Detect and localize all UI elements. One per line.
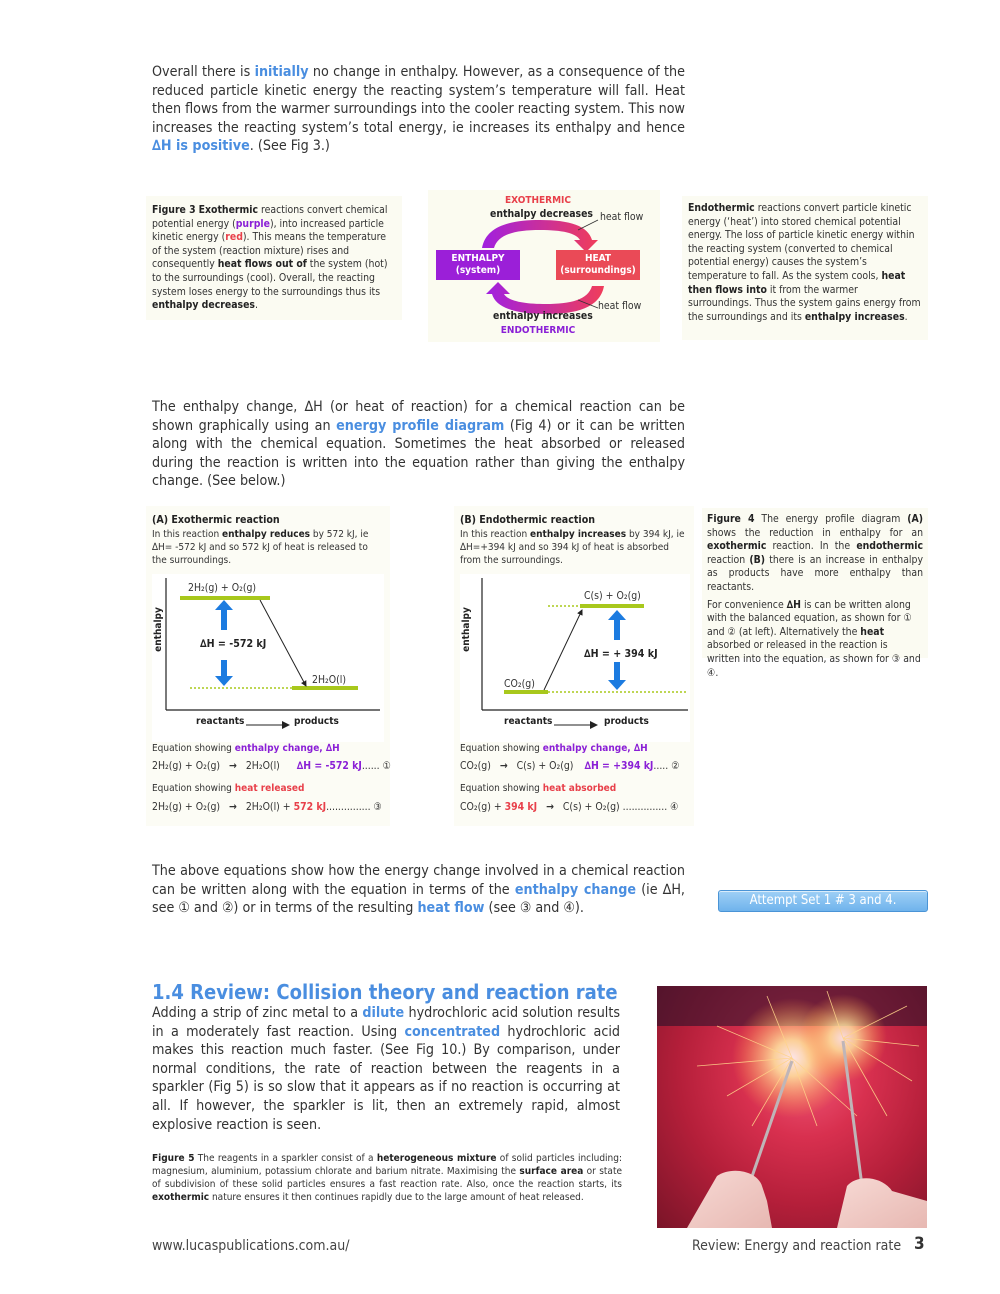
panel-a-energy-diagram (152, 574, 384, 742)
panel-a-x-reactants: reactants (196, 716, 245, 727)
hand-left (687, 1171, 772, 1228)
exothermic-arrow (482, 220, 598, 252)
panel-a-description: In this reaction enthalpy reduces by 572 kJ, ie ∆H= -572 kJ and so 572 kJ of heat is released to the surroundings. (152, 529, 369, 566)
panel-a-title: (A) Exothermic reaction (152, 514, 280, 526)
figure-3-caption: Figure 3 Exothermic reactions convert chemical potential energy (purple), into increased particle kinetic energy (red). This means the temperature of the system (reaction mixture) rises and consequently heat flows out of the system (hot) to the surroundings (cool). Overall, the reacting system loses energy to the surroundings thus its enthalpy decreases. (146, 196, 402, 320)
section-heading: 1.4 Review: Collision theory and reaction rate (152, 980, 618, 1004)
panel-b-eq2: CO₂(g) + 394 kJ → C(s) + O₂(g) ............... ④ (460, 801, 679, 813)
enthalpy-system-box: ENTHALPY (system) (436, 250, 520, 280)
panel-b-eq1-title: Equation showing enthalpy change, ∆H (460, 743, 648, 754)
panel-b-endothermic (454, 506, 694, 826)
panel-a-ylabel: enthalpy (152, 607, 164, 652)
panel-a-exothermic (146, 506, 390, 826)
heat-flow-top-label: heat flow (600, 211, 644, 223)
page-number: 3 (914, 1234, 925, 1254)
panel-a-eq1-title: Equation showing enthalpy change, ∆H (152, 743, 340, 754)
panel-a-reaction-path (260, 600, 306, 686)
panel-b-dh-arrow-shaft-bottom (614, 662, 620, 682)
panel-a-dh-arrowhead-bottom (215, 676, 233, 686)
panel-b-dh-label: ∆H = + 394 kJ (584, 648, 658, 660)
panel-b-title: (B) Endothermic reaction (460, 514, 596, 526)
sparkler-illustration (657, 986, 927, 1228)
panel-b-dh-arrowhead-bottom (608, 680, 626, 690)
panel-a-dh-arrowhead-top (215, 600, 233, 610)
panel-a-dh-arrow-shaft-top (221, 608, 227, 630)
paragraph-collision-theory: Adding a strip of zinc metal to a dilute hydrochloric acid solution results in a moderately fast reaction. Using concentrated hydrochloric acid makes this reaction much faster. (See Fig 10.) By comparison, under normal conditions, the rate of reaction between the reagents in a sparkler (Fig 5) is so slow that it appears as if no reaction is occurring at all. If however, the sparkler is lit, then an extremely rapid, almost explosive reaction is seen. (152, 1005, 621, 1133)
reaction-arrow-icon: → (499, 760, 508, 772)
panel-b-dh-arrow-shaft-top (614, 618, 620, 640)
panel-a-x-products: products (294, 716, 339, 727)
enthalpy-decreases-label: enthalpy decreases (490, 208, 593, 220)
panel-a-plot (152, 574, 384, 742)
panel-b-plot (460, 574, 690, 742)
figure-5-caption: Figure 5 The reagents in a sparkler consist of a heterogeneous mixture of solid particles including: magnesium, aluminium, potassium chlorate and barium nitrate. Maximising the surface area or state of subdivision of these solid particles ensures a fast reaction rate. Also, once the reaction starts, its exothermic nature ensures it then continues rapidly due to the large amount of heat released. (152, 1153, 623, 1203)
reaction-arrow-icon: → (229, 760, 237, 772)
footer-url[interactable]: www.lucaspublications.com.au/ (152, 1238, 350, 1254)
paragraph-enthalpy-change: The enthalpy change, ∆H (or heat of reaction) for a chemical reaction can be shown graphically using an energy profile diagram (Fig 4) or it can be written along with the chemical equation. Sometimes the heat absorbed or released during the reaction is written into the equation rather than giving the enthalpy change. (See below.) (152, 399, 685, 490)
sparkler-photo (657, 986, 927, 1228)
figure-4-caption: Figure 4 The energy profile diagram (A) shows the reduction in enthalpy for an exothermic reaction. In the endothermic reaction (B) there is an increase in enthalpy as products have more enthalpy than reactants. For convenience ∆H is can be written along with the balanced equation, as shown for ① and ② (at left). Alternatively the heat absorbed or released in the reaction is written into the equation, as shown for ③ and ④. (702, 508, 928, 658)
panel-b-ylabel: enthalpy (460, 607, 472, 652)
panel-a-reactant-label: 2H₂(g) + O₂(g) (188, 582, 257, 594)
panel-a-product-label: 2H₂O(l) (312, 674, 346, 686)
panel-a-dh-arrow-shaft-bottom (221, 660, 227, 678)
panel-a-eq1: 2H₂(g) + O₂(g) → 2H₂O(l) ∆H = -572 kJ...... ① (152, 760, 391, 772)
panel-b-eq1: CO₂(g) → C(s) + O₂(g) ∆H = +394 kJ..... ② (460, 760, 680, 772)
panel-a-eq2: 2H₂(g) + O₂(g) → 2H₂O(l) + 572 kJ............... ③ (152, 801, 382, 813)
figure-4-caption-p2: For convenience ∆H is can be written along with the balanced equation, as shown for ① and ② (at left). Alternatively the heat absorbed or released in the reaction is written into the equation, as shown for ③ and ④. (707, 598, 921, 679)
attempt-set-button[interactable]: Attempt Set 1 # 3 and 4. (718, 890, 928, 912)
panel-b-dh-arrowhead-top (608, 610, 626, 620)
footer-title: Review: Energy and reaction rate (692, 1238, 902, 1254)
panel-a-x-arrow (246, 720, 290, 730)
panel-b-reactant-label: CO₂(g) (504, 678, 535, 690)
panel-b-x-products: products (604, 716, 649, 727)
heat-flow-bottom-label: heat flow (598, 300, 642, 312)
paragraph-equations-summary: The above equations show how the energy change involved in a chemical reaction can be written along with the equation in terms of the enthalpy change (ie ∆H, see ① and ②) or in terms of the resulting heat flow (see ③ and ④). (152, 863, 685, 917)
reaction-arrow-icon: → (546, 801, 554, 813)
panel-b-product-label: C(s) + O₂(g) (584, 590, 641, 602)
endothermic-caption: Endothermic reactions convert particle kinetic energy (‘heat’) into stored chemical potential energy. The loss of particle kinetic energy within the reacting system (converted to chemical potential energy) causes the system’s temperature to fall. As the system cools, heat then flows into it from the warmer surroundings. Thus the system gains energy from the surroundings and its enthalpy increases. (682, 196, 928, 340)
panel-b-description: In this reaction enthalpy increases by 394 kJ, ie ∆H=+394 kJ and so 394 kJ of heat is absorbed from the surroundings. (460, 529, 685, 566)
panel-b-eq2-title: Equation showing heat absorbed (460, 783, 617, 794)
hand-right (837, 1178, 927, 1228)
enthalpy-cycle-diagram (428, 190, 660, 342)
reaction-arrow-icon: → (229, 801, 237, 813)
panel-a-eq2-title: Equation showing heat released (152, 783, 305, 794)
endothermic-label: ENDOTHERMIC (500, 325, 576, 336)
panel-a-dh-label: ∆H = -572 kJ (200, 638, 267, 650)
enthalpy-increases-label: enthalpy increases (493, 310, 593, 322)
panel-b-x-arrow (554, 720, 598, 730)
panel-b-reaction-path (544, 610, 582, 690)
heat-flow-top-pointer (578, 220, 598, 230)
heat-surroundings-box: HEAT (surroundings) (556, 250, 640, 280)
paragraph-intro: Overall there is initially no change in enthalpy. However, as a consequence of the reduced particle kinetic energy the reacting system’s temperature will fall. Heat then flows from the warmer surroundings into the cooler reacting system. This now increases the reacting system’s total energy, ie increases its enthalpy and hence ∆H is positive. (See Fig 3.) (152, 64, 685, 155)
panel-b-x-reactants: reactants (504, 716, 553, 727)
exothermic-label: EXOTHERMIC (504, 195, 572, 206)
